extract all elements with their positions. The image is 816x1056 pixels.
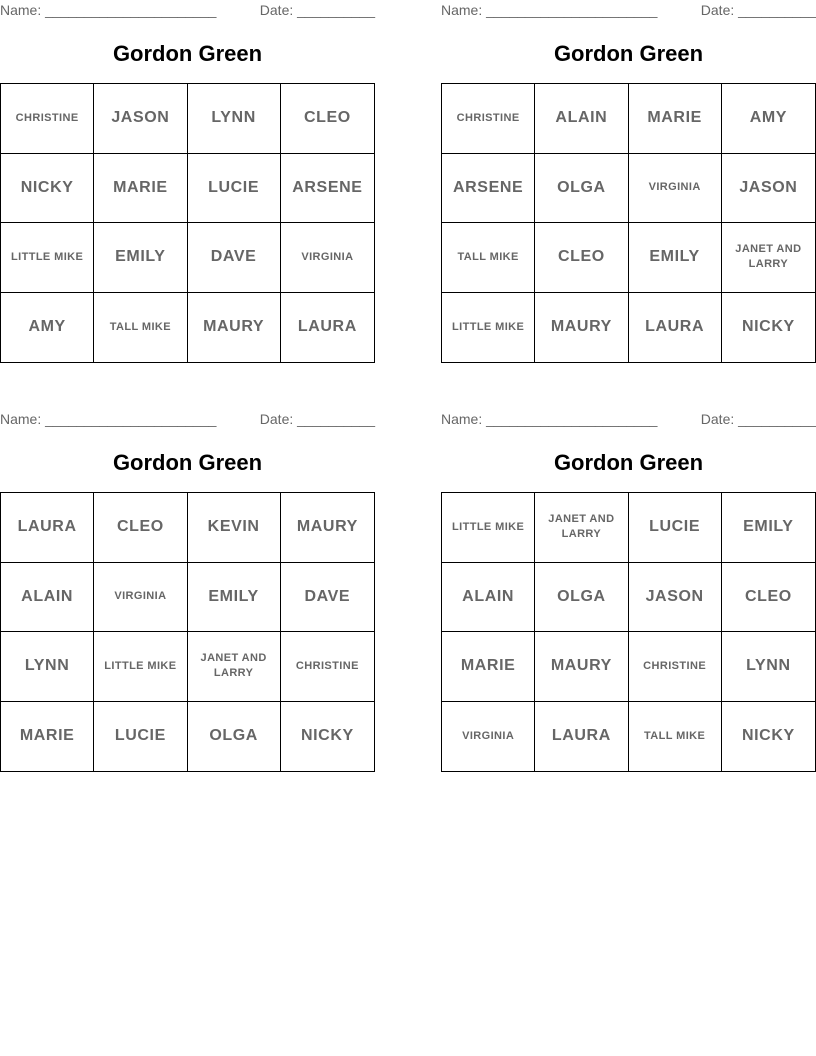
bingo-cell: EMILY [722, 493, 815, 563]
date-field-label: Date: __________ [259, 2, 375, 18]
bingo-cell: ARSENE [442, 154, 535, 224]
bingo-cell: LYNN [1, 632, 94, 702]
bingo-cell: MAURY [281, 493, 374, 563]
bingo-cell: LAURA [535, 702, 628, 772]
name-field-label: Name: ______________________ [441, 411, 658, 427]
bingo-cell: VIRGINIA [442, 702, 535, 772]
bingo-cell: CLEO [535, 223, 628, 293]
date-field-label: Date: __________ [700, 2, 816, 18]
bingo-cell: JASON [722, 154, 815, 224]
bingo-cell: LAURA [1, 493, 94, 563]
bingo-cell: EMILY [94, 223, 187, 293]
bingo-cell: LITTLE MIKE [94, 632, 187, 702]
date-field-label: Date: __________ [700, 411, 816, 427]
bingo-grid [441, 492, 816, 772]
card-title: Gordon Green [112, 450, 263, 475]
bingo-cell: MAURY [188, 293, 281, 363]
bingo-card [441, 409, 816, 745]
bingo-cell: ALAIN [1, 563, 94, 633]
bingo-cell: OLGA [535, 563, 628, 633]
bingo-cell: KEVIN [188, 493, 281, 563]
bingo-cell: ALAIN [442, 563, 535, 633]
bingo-card [0, 0, 375, 336]
bingo-cell: LUCIE [94, 702, 187, 772]
bingo-cell: OLGA [188, 702, 281, 772]
name-field-label: Name: ______________________ [441, 2, 658, 18]
name-date-bar [0, 0, 375, 22]
name-date-bar [441, 0, 816, 22]
bingo-cell: JASON [629, 563, 722, 633]
bingo-cell: NICKY [1, 154, 94, 224]
bingo-cell: NICKY [741, 727, 795, 745]
bingo-card [441, 0, 816, 336]
date-field-label: Date: __________ [259, 411, 375, 427]
bingo-cell: LITTLE MIKE [442, 493, 535, 563]
bingo-grid [0, 492, 375, 772]
bingo-cell: JANET AND LARRY [535, 493, 628, 563]
bingo-grid [0, 83, 375, 363]
bingo-cell: CLEO [722, 563, 815, 633]
bingo-card [0, 409, 375, 745]
bingo-cell: JANET AND LARRY [722, 223, 815, 293]
bingo-cell: NICKY [300, 727, 354, 745]
name-field-label: Name: ______________________ [0, 411, 217, 427]
bingo-cell: AMY [1, 293, 94, 363]
bingo-cell: EMILY [629, 223, 722, 293]
bingo-cell: CHRISTINE [442, 84, 535, 154]
card-title: Gordon Green [112, 41, 263, 66]
bingo-cell: AMY [722, 84, 815, 154]
bingo-cell: LAURA [629, 293, 722, 363]
bingo-cell: VIRGINIA [94, 563, 187, 633]
bingo-cell: CLEO [94, 493, 187, 563]
bingo-cell: MARIE [94, 154, 187, 224]
bingo-cell: CHRISTINE [629, 632, 722, 702]
bingo-cell: ALAIN [535, 84, 628, 154]
bingo-cell: MARIE [1, 702, 94, 772]
bingo-cell: LITTLE MIKE [442, 293, 535, 363]
bingo-cell: LAURA [297, 318, 357, 336]
bingo-cell: CHRISTINE [281, 632, 374, 702]
bingo-cell: CLEO [281, 84, 374, 154]
bingo-cell: JASON [94, 84, 187, 154]
bingo-cell: JANET AND LARRY [188, 632, 281, 702]
bingo-cell: MAURY [535, 293, 628, 363]
bingo-cell: LYNN [188, 84, 281, 154]
name-date-bar [441, 409, 816, 431]
bingo-cell: LITTLE MIKE [1, 223, 94, 293]
bingo-cell: DAVE [281, 563, 374, 633]
bingo-cell: TALL MIKE [442, 223, 535, 293]
bingo-cell: EMILY [188, 563, 281, 633]
card-title: Gordon Green [553, 41, 704, 66]
bingo-cell: ARSENE [281, 154, 374, 224]
bingo-cell: DAVE [188, 223, 281, 293]
name-date-bar [0, 409, 375, 431]
bingo-cell: TALL MIKE [94, 293, 187, 363]
bingo-cell: TALL MIKE [629, 702, 722, 772]
bingo-cell: VIRGINIA [281, 223, 374, 293]
bingo-cell: MAURY [535, 632, 628, 702]
bingo-cell: LUCIE [629, 493, 722, 563]
bingo-cell: LYNN [722, 632, 815, 702]
bingo-cell: MARIE [629, 84, 722, 154]
name-field-label: Name: ______________________ [0, 2, 217, 18]
bingo-cell: MARIE [442, 632, 535, 702]
bingo-grid [441, 83, 816, 363]
card-title: Gordon Green [553, 450, 704, 475]
bingo-cell: NICKY [741, 318, 795, 336]
bingo-cell: LUCIE [188, 154, 281, 224]
bingo-cell: CHRISTINE [1, 84, 94, 154]
bingo-cell: OLGA [535, 154, 628, 224]
bingo-cell: VIRGINIA [629, 154, 722, 224]
